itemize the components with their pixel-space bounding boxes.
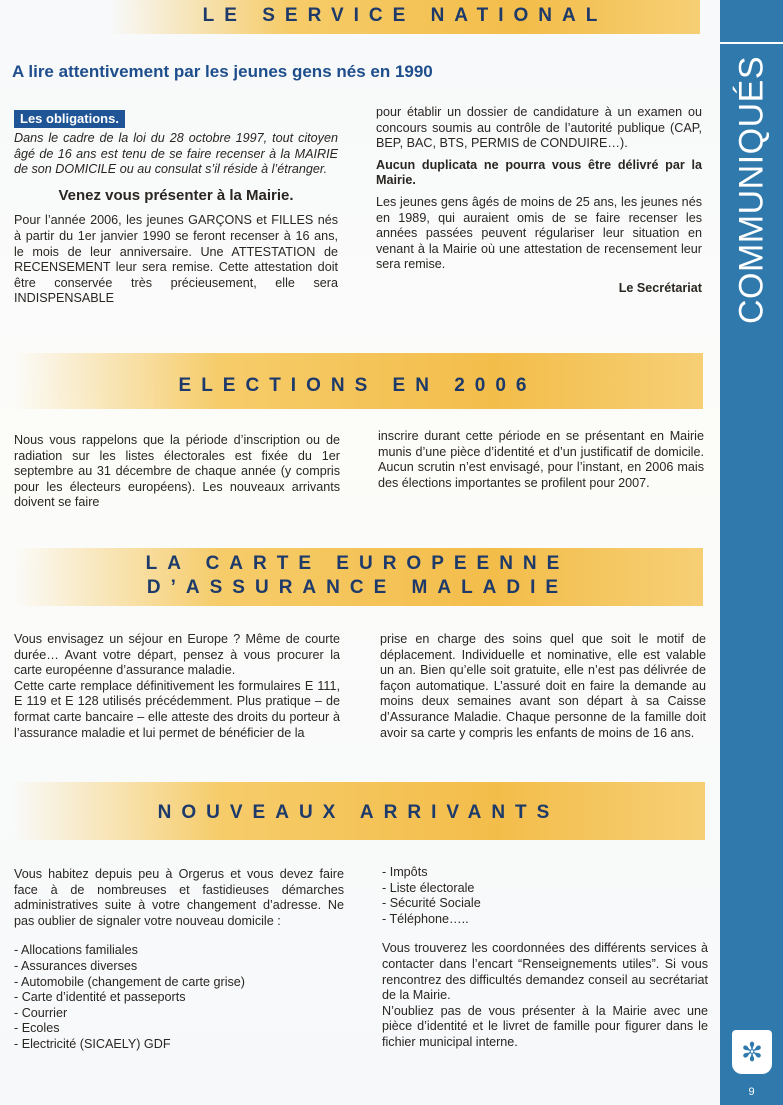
arrivants-title: NOUVEAUX ARRIVANTS <box>157 802 560 823</box>
sidebar-label: COMMUNIQUÉS <box>732 55 770 325</box>
list-item: - Allocations familiales <box>14 943 138 958</box>
carte-right-column <box>380 632 706 741</box>
elections-left-column <box>14 433 340 511</box>
elections-right-text: inscrire durant cette période en se présentant en Mairie munis d’une pièce d’identité et d’un justificatif de domicile. Aucun scrutin n’est envisagé, pour l’instant, en 2006 mais des élections importantes se profilent pour 2007. <box>378 429 704 490</box>
carte-title-bar <box>12 548 703 606</box>
arrivants-paragraph-1: Vous trouverez les coordonnées des différents services à contacter dans l’encart “Renseignements utiles”. Si vous rencontrez des difficultés demandez conseil au secrétariat de la Mairie. <box>382 941 708 1003</box>
carte-left-paragraph-2: Cette carte remplace définitivement les formulaires E 111, E 119 et E 128 utilisés précédemment. Plus pratique – de format carte bancaire – elle atteste des droits du porteur à l’assurance maladie et lui permet de bénéficier de la <box>14 678 340 740</box>
list-item: - Automobile (changement de carte grise) <box>14 974 246 989</box>
list-item: - Assurances diverses <box>14 958 138 973</box>
arrivants-paragraph-2: N’oubliez pas de vous présenter à la Mairie avec une pièce d’identité et le livret de famille pour figurer dans le fichier municipal interne. <box>382 1003 708 1049</box>
elections-title-bar <box>12 353 703 409</box>
list-item: - Courrier <box>14 1005 68 1020</box>
carte-title-line-1: LA CARTE EUROPEENNE <box>145 553 570 574</box>
sidebar-label-box <box>720 55 783 325</box>
arrivants-list-right <box>382 865 708 927</box>
service-left-column <box>14 131 338 307</box>
arrivants-left-column <box>14 867 344 1053</box>
service-heading: A lire attentivement par les jeunes gens nés en 1990 <box>12 62 433 81</box>
list-item: - Sécurité Sociale <box>382 896 481 911</box>
list-item: - Liste électorale <box>382 880 475 895</box>
list-item: - Ecoles <box>14 1021 60 1036</box>
page-number: 9 <box>748 1086 755 1098</box>
rooster-icon: ✼ <box>732 1030 772 1074</box>
service-paragraph-4: Les jeunes gens âgés de moins de 25 ans, les jeunes nés en 1989, qui auraient omis de se faire recenser les années passées peuvent régulariser leur situation en venant à la Mairie où une attestation de recensement leur sera remise. <box>376 194 702 272</box>
arrivants-list-left <box>14 943 344 1052</box>
elections-right-column <box>378 429 704 491</box>
service-paragraph-2: pour établir un dossier de candidature à un examen ou concours soumis au contrôle de l’autorité publique (CAP, BEP, BAC, BTS, PERMIS de CONDUIRE…). <box>376 105 702 151</box>
list-item: - Carte d’identité et passeports <box>14 990 186 1005</box>
service-paragraph-3: Aucun duplicata ne pourra vous être délivré par la Mairie. <box>376 157 702 188</box>
service-callout: Venez vous présenter à la Mairie. <box>58 186 294 204</box>
list-item: - Impôts <box>382 865 428 879</box>
service-paragraph-1: Pour l’année 2006, les jeunes GARÇONS et FILLES nés à partir du 1er janvier 1990 se feront recenser à 16 ans, le mois de leur anniversaire. Une ATTESTATION de RECENSEMENT leur sera remise. Cette attestation doit être conservée très précieusement, elle sera INDISPENSABLE <box>14 213 338 306</box>
carte-left-paragraph-1: Vous envisagez un séjour en Europe ? Même de courte durée… Avant votre départ, pensez à vous procurer la carte européenne d’assurance maladie. <box>14 632 340 678</box>
service-title: LE SERVICE NATIONAL <box>202 5 608 26</box>
sidebar-band <box>720 0 783 1105</box>
arrivants-right-column <box>382 865 708 1051</box>
service-signature: Le Secrétariat <box>618 280 702 295</box>
obligations-tag: Les obligations. <box>14 110 125 128</box>
carte-right-text: prise en charge des soins quel que soit le motif de déplacement. Individuelle et nominative, elle est valable un an. Bien qu’elle soit gratuite, elle n’est pas délivrée de façon automatique. L’assuré doit en faire la demande au moins deux semaines avant son départ à sa Caisse d’Assurance Maladie. Chaque personne de la famille doit avoir sa carte y compris les enfants de moins de 16 ans. <box>380 632 706 740</box>
sidebar-band-top <box>720 0 783 44</box>
carte-left-column <box>14 632 340 741</box>
service-intro: Dans le cadre de la loi du 28 octobre 1997, tout citoyen âgé de 16 ans est tenu de se faire recenser à la MAIRIE de son DOMICILE ou au consulat s’il réside à l’étranger. <box>14 131 338 177</box>
carte-title-line-2: D’ASSURANCE MALADIE <box>146 577 569 598</box>
elections-title: ELECTIONS EN 2006 <box>178 375 537 396</box>
arrivants-intro: Vous habitez depuis peu à Orgerus et vous devez faire face à de nombreuses et fastidieuses démarches administratives suite à votre changement d’adresse. Ne pas oublier de signaler votre nouveau domicile : <box>14 867 344 928</box>
elections-left-text: Nous vous rappelons que la période d’inscription ou de radiation sur les listes électorales est fixée du 1er septembre au 31 décembre de chaque année (y compris pour les électeurs européens). Les nouveaux arrivants doivent se faire <box>14 433 340 510</box>
list-item: - Téléphone….. <box>382 911 469 926</box>
service-right-column <box>376 105 702 297</box>
arrivants-title-bar <box>12 782 705 840</box>
service-title-bar <box>110 0 700 34</box>
list-item: - Electricité (SICAELY) GDF <box>14 1036 171 1051</box>
